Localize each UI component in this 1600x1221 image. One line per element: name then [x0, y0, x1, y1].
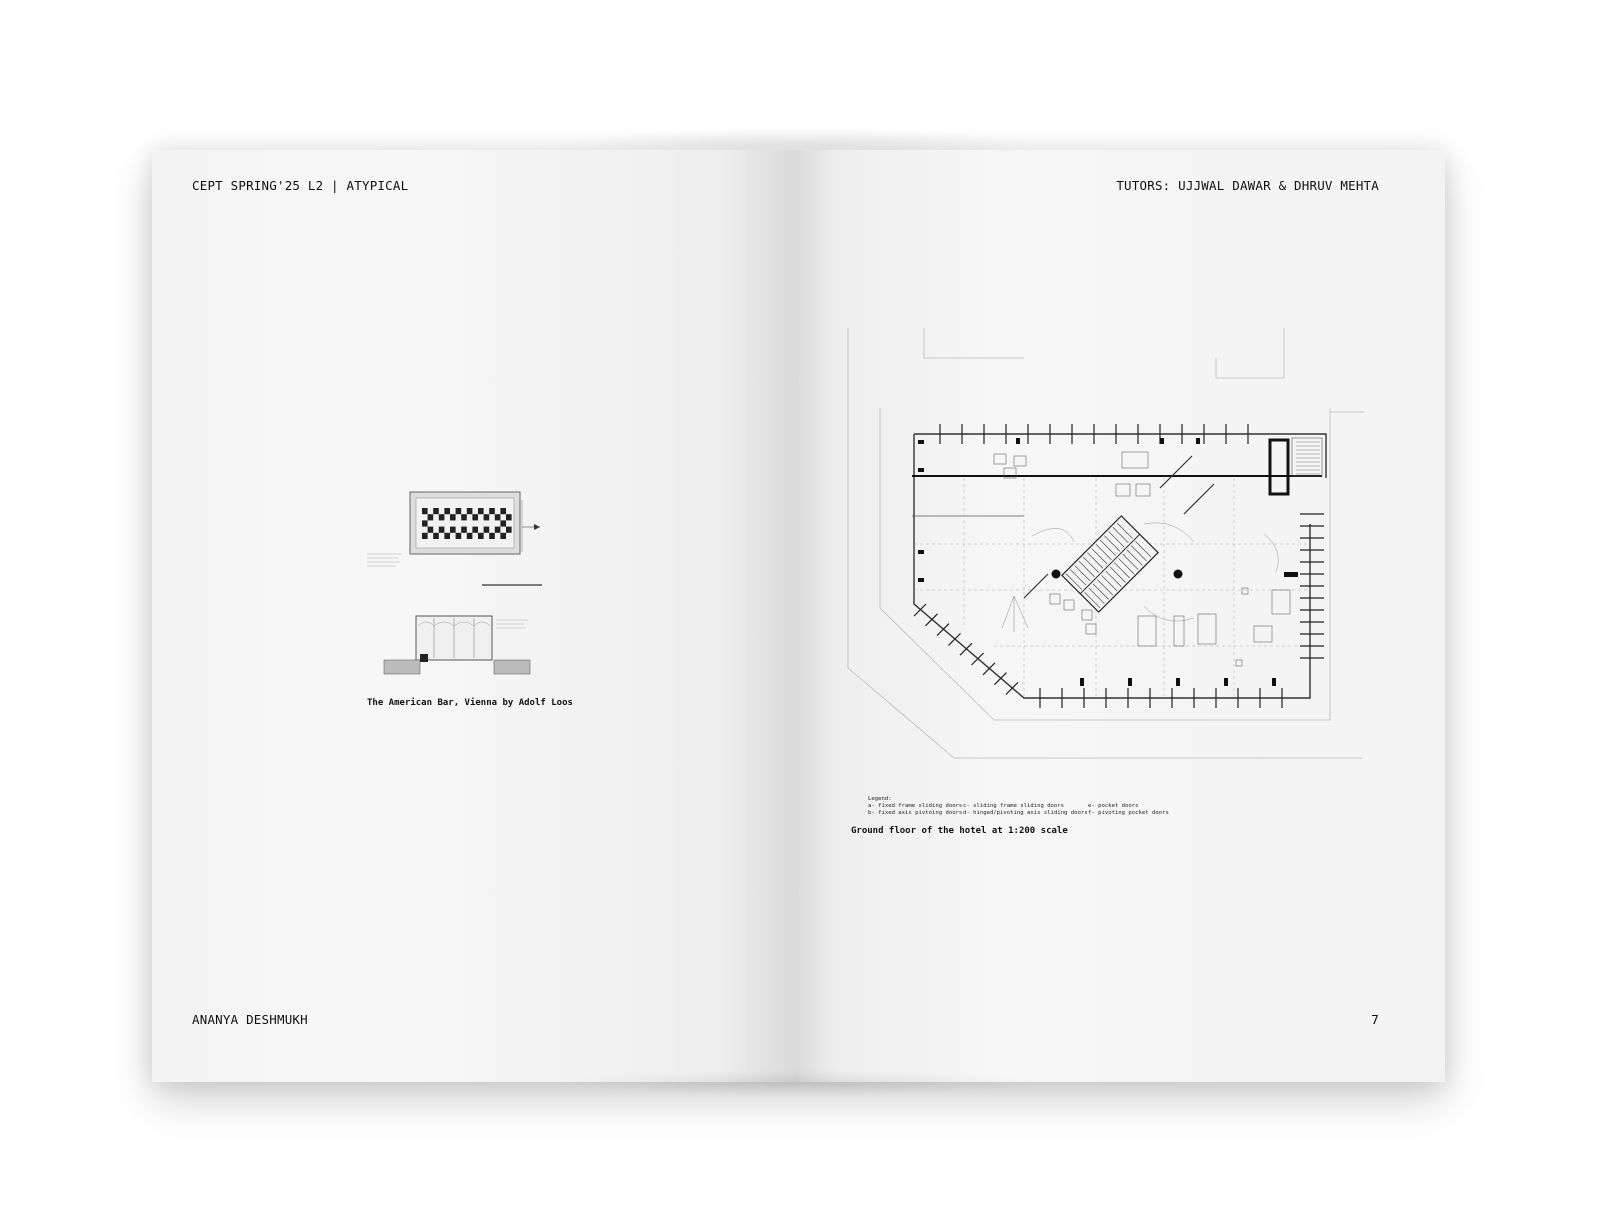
legend-item-a: a- fixed frame sliding doors — [868, 803, 963, 809]
left-header: CEPT SPRING'25 L2 | ATYPICAL — [192, 178, 409, 193]
american-bar-section-drawing — [382, 612, 582, 682]
right-page — [798, 150, 1445, 1082]
page-number: 7 — [1371, 1012, 1379, 1027]
legend-title: Legend: — [868, 796, 892, 802]
plan-legend — [868, 796, 1169, 816]
legend-item-b: b- fixed axis pivtoing doors — [868, 810, 963, 816]
left-footer-author: ANANYA DESHMUKH — [192, 1012, 308, 1027]
legend-item-d: d- hinged/pivoting axis sliding doors — [963, 810, 1088, 816]
hotel-ground-floor-plan — [844, 328, 1366, 768]
legend-item-c: c- sliding frame sliding doors — [963, 803, 1065, 809]
right-header-tutors: TUTORS: UJJWAL DAWAR & DHRUV MEHTA — [1116, 178, 1379, 193]
page-curl-shadow-bottom — [560, 1070, 1040, 1096]
legend-item-f: f- pivoting pocket doors — [1088, 810, 1169, 816]
legend-item-e: e- pocket doors — [1088, 803, 1139, 809]
left-page — [152, 150, 798, 1082]
american-bar-caption: The American Bar, Vienna by Adolf Loos — [367, 698, 573, 708]
american-bar-plan-drawing — [362, 490, 562, 590]
hotel-plan-caption: Ground floor of the hotel at 1:200 scale — [851, 826, 1068, 836]
